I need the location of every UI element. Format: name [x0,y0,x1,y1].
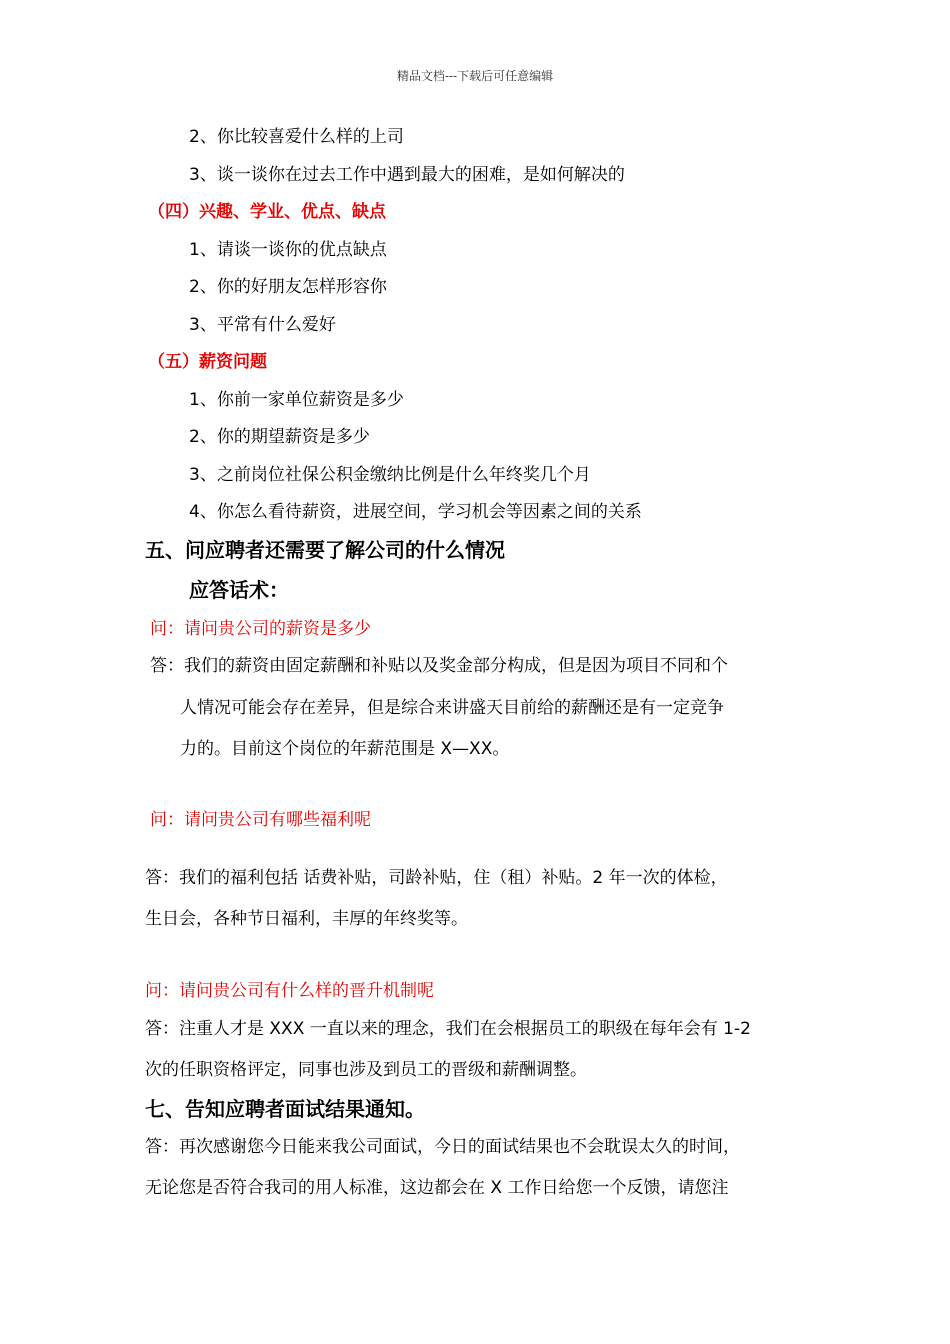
list-item: 1、你前一家单位薪资是多少 [189,390,404,410]
list-item: 2、你比较喜爱什么样的上司 [189,127,404,147]
answer-text: 答：我们的薪资由固定薪酬和补贴以及奖金部分构成，但是因为项目不同和个 [150,656,728,676]
list-item: 3、平常有什么爱好 [189,315,336,335]
section-heading: （四）兴趣、学业、优点、缺点 [148,202,386,222]
list-item: 3、之前岗位社保公积金缴纳比例是什么年终奖几个月 [189,465,591,485]
section-heading: （五）薪资问题 [148,352,267,372]
list-item: 3、谈一谈你在过去工作中遇到最大的困难，是如何解决的 [189,165,625,185]
answer-text: 答：再次感谢您今日能来我公司面试，今日的面试结果也不会耽误太久的时间， [145,1137,740,1157]
answer-text: 生日会，各种节日福利，丰厚的年终奖等。 [145,909,468,929]
chapter-heading: 五、问应聘者还需要了解公司的什么情况 [145,538,505,562]
answer-text: 力的。目前这个岗位的年薪范围是 X—XX。 [180,739,510,759]
question-text: 问：请问贵公司的薪资是多少 [150,619,371,639]
question-text: 问：请问贵公司有哪些福利呢 [150,810,371,830]
list-item: 2、你的好朋友怎样形容你 [189,277,387,297]
answer-text: 次的任职资格评定，同事也涉及到员工的晋级和薪酬调整。 [145,1060,587,1080]
chapter-heading: 七、告知应聘者面试结果通知。 [145,1097,425,1121]
question-text: 问：请问贵公司有什么样的晋升机制呢 [145,981,434,1001]
subheading: 应答话术： [189,578,289,602]
answer-text: 无论您是否符合我司的用人标准，这边都会在 X 工作日给您一个反馈，请您注 [145,1178,729,1198]
answer-text: 人情况可能会存在差异，但是综合来讲盛天目前给的薪酬还是有一定竞争 [180,698,724,718]
answer-text: 答：我们的福利包括 话费补贴，司龄补贴，住（租）补贴。2 年一次的体检， [145,868,728,888]
list-item: 4、你怎么看待薪资，进展空间，学习机会等因素之间的关系 [189,502,642,522]
page-header: 精品文档---下载后可任意编辑 [396,69,554,83]
answer-text: 答：注重人才是 XXX 一直以来的理念，我们在会根据员工的职级在每年会有 1-2 [145,1019,751,1039]
list-item: 1、请谈一谈你的优点缺点 [189,240,387,260]
list-item: 2、你的期望薪资是多少 [189,427,370,447]
